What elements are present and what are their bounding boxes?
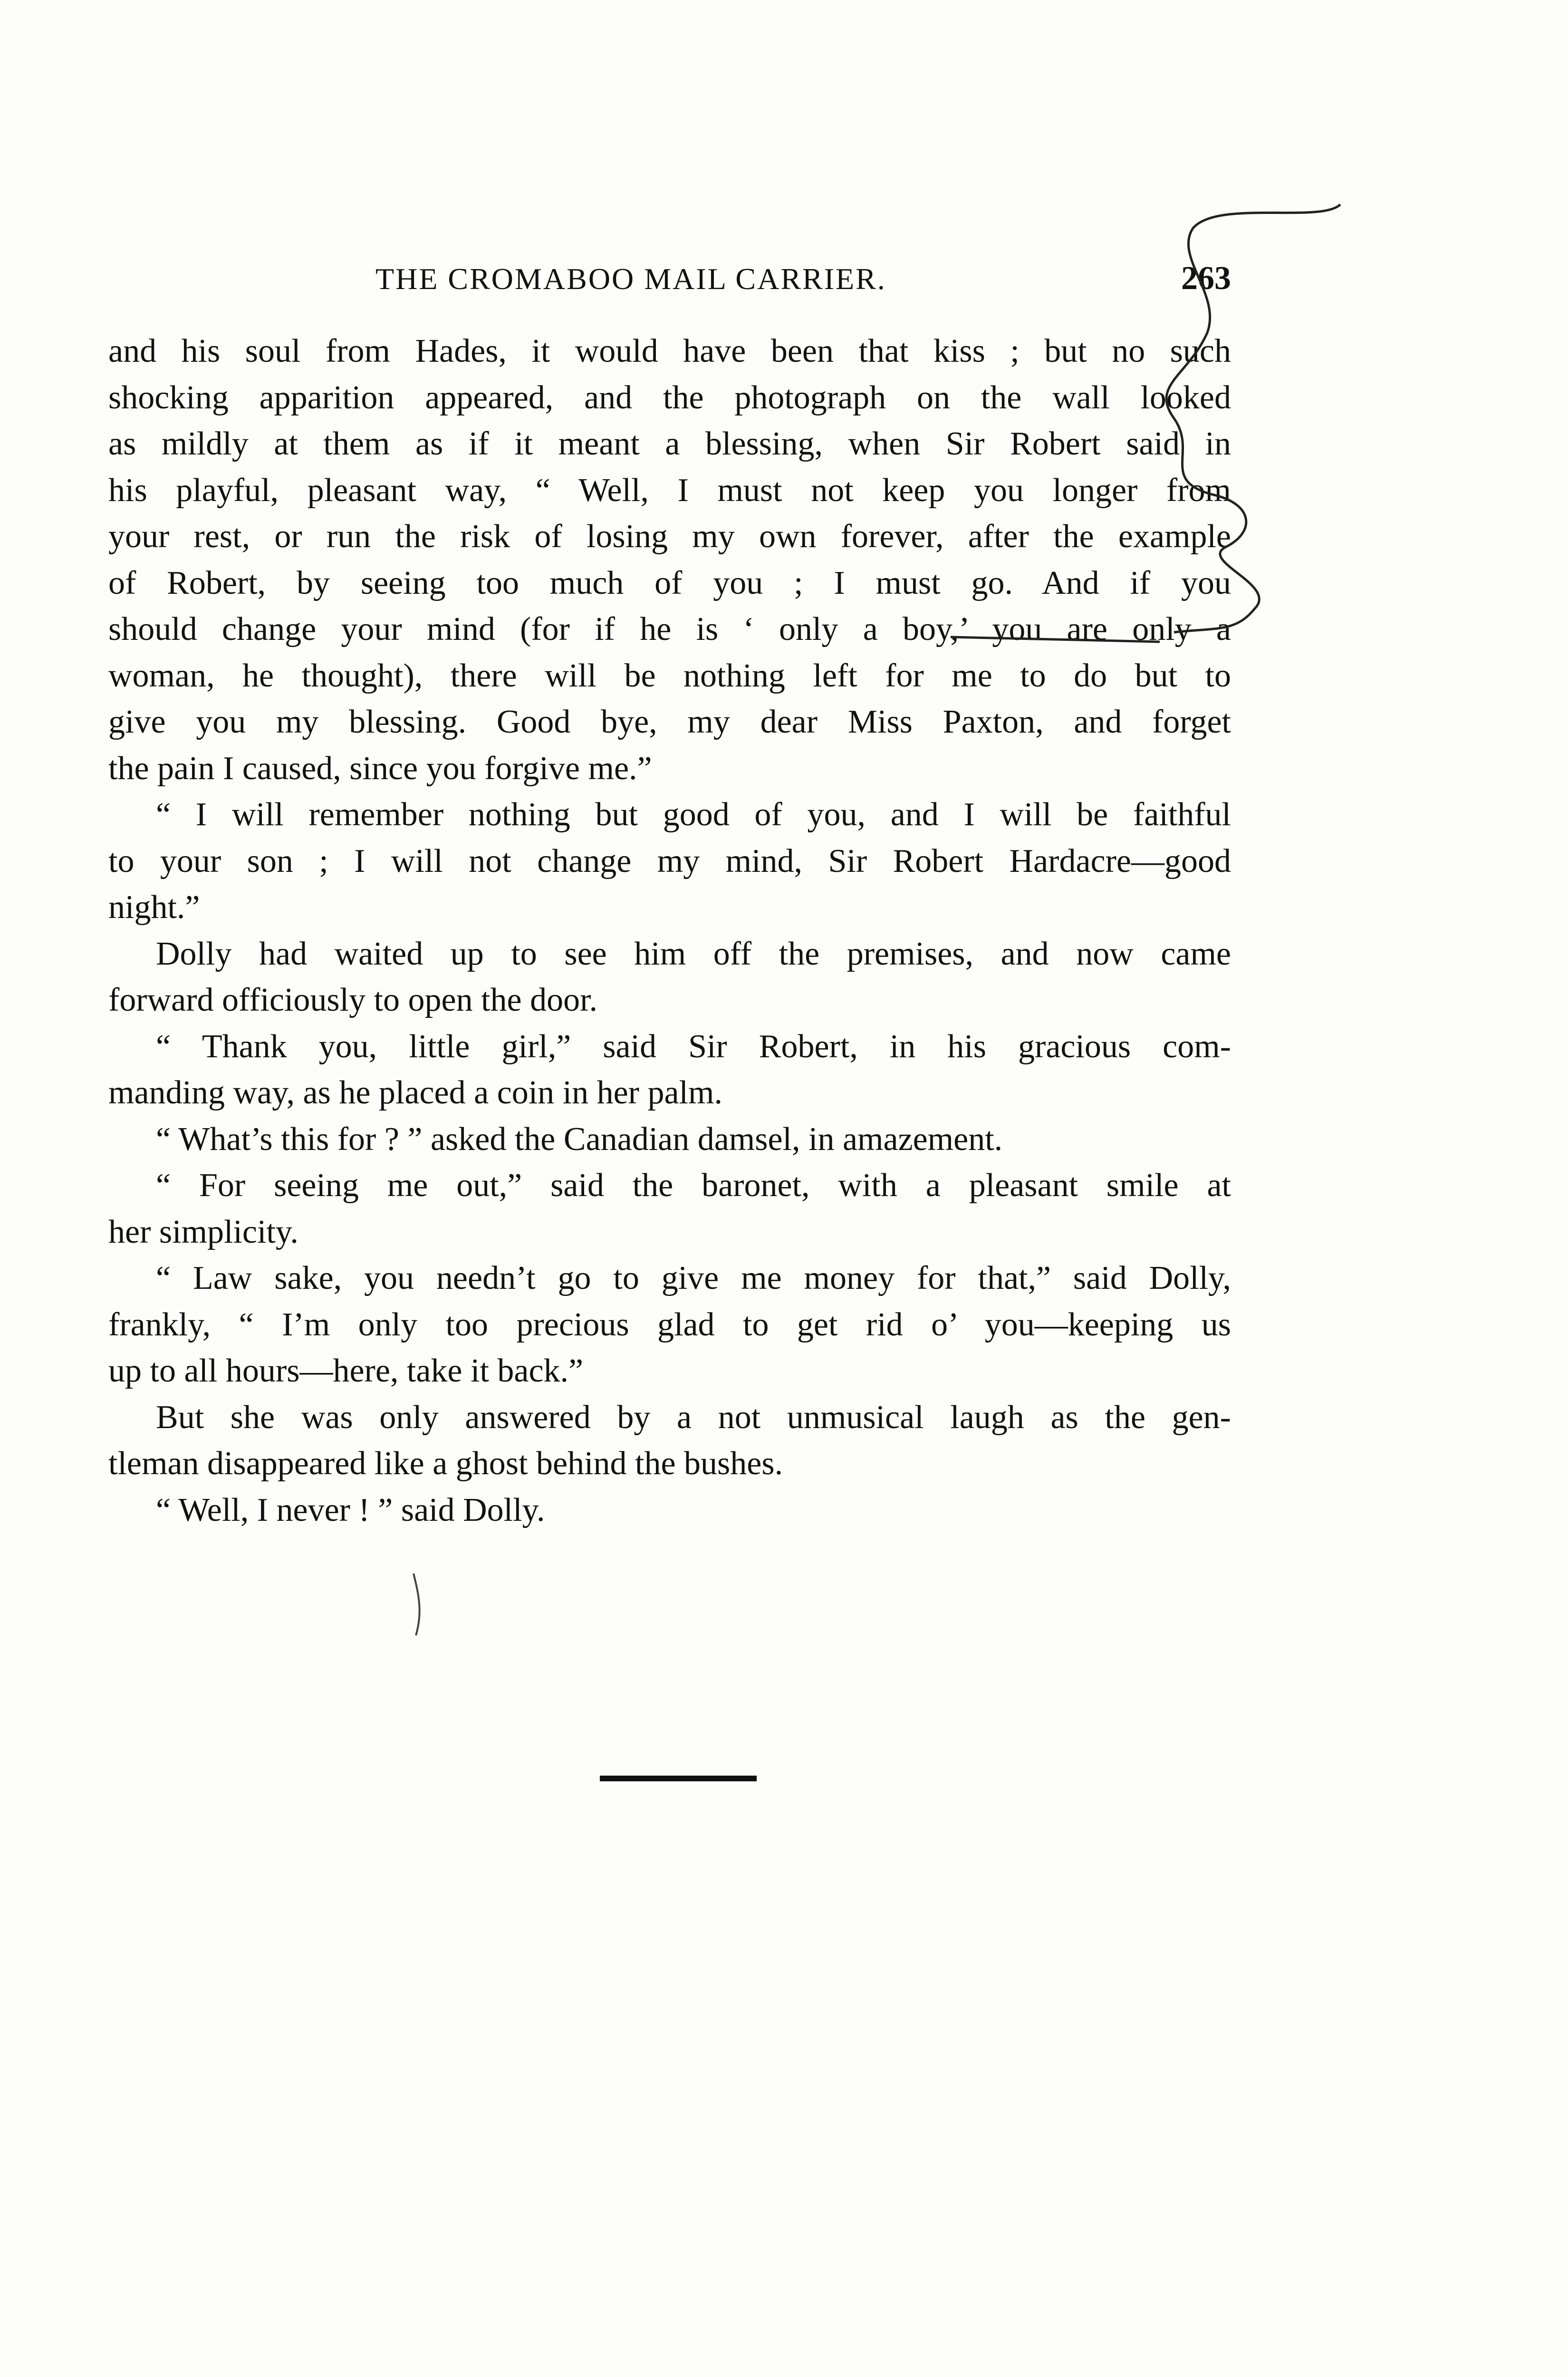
- text-line: your rest, or run the risk of losing my own forever, after the example: [108, 518, 1231, 555]
- pen-mark-small: [414, 1574, 420, 1635]
- text-line: “ What’s this for ? ” asked the Canadian damsel, in amazement.: [156, 1121, 1003, 1158]
- text-line: “ I will remember nothing but good of you, and I will be faithful: [156, 796, 1231, 833]
- text-line: woman, he thought), there will be nothing left for me to do but to: [108, 657, 1231, 694]
- text-line: should change your mind (for if he is ‘ only a boy,’ you are only a: [108, 611, 1231, 647]
- running-head: [109, 252, 1231, 309]
- text-line: forward officiously to open the door.: [108, 982, 598, 1018]
- text-line: tleman disappeared like a ghost behind the bushes.: [108, 1445, 783, 1482]
- body-text: [108, 328, 1231, 1533]
- text-line: the pain I caused, since you forgive me.”: [108, 750, 652, 787]
- text-line: “ Well, I never ! ” said Dolly.: [156, 1491, 545, 1528]
- text-line: manding way, as he placed a coin in her palm.: [108, 1074, 722, 1111]
- end-rule: [600, 1776, 757, 1781]
- text-line: “ Law sake, you needn’t go to give me money for that,” said Dolly,: [156, 1260, 1231, 1296]
- text-line: and his soul from Hades, it would have been that kiss ; but no such: [108, 333, 1231, 369]
- text-line: as mildly at them as if it meant a blessing, when Sir Robert said in: [108, 425, 1231, 462]
- text-line: of Robert, by seeing too much of you ; I must go. And if you: [108, 564, 1231, 601]
- text-line: to your son ; I will not change my mind, Sir Robert Hardacre—good: [108, 842, 1231, 879]
- text-line: “ Thank you, little girl,” said Sir Robert, in his gracious com-: [156, 1028, 1231, 1065]
- text-line: his playful, pleasant way, “ Well, I must not keep you longer from: [108, 472, 1231, 509]
- page-number: 263: [1181, 260, 1231, 297]
- text-line: But she was only answered by a not unmusical laugh as the gen-: [156, 1399, 1231, 1436]
- running-title: THE CROMABOO MAIL CARRIER.: [375, 262, 886, 296]
- text-line: Dolly had waited up to see him off the premises, and now came: [156, 935, 1231, 972]
- text-line: her simplicity.: [108, 1213, 298, 1250]
- text-line: give you my blessing. Good bye, my dear Miss Paxton, and forget: [108, 704, 1231, 740]
- text-line: night.”: [108, 889, 200, 926]
- text-line: shocking apparition appeared, and the photograph on the wall looked: [108, 379, 1231, 416]
- text-line: “ For seeing me out,” said the baronet, with a pleasant smile at: [156, 1167, 1231, 1204]
- text-line: frankly, “ I’m only too precious glad to get rid o’ you—keeping us: [108, 1306, 1231, 1343]
- text-line: up to all hours—here, take it back.”: [108, 1353, 584, 1389]
